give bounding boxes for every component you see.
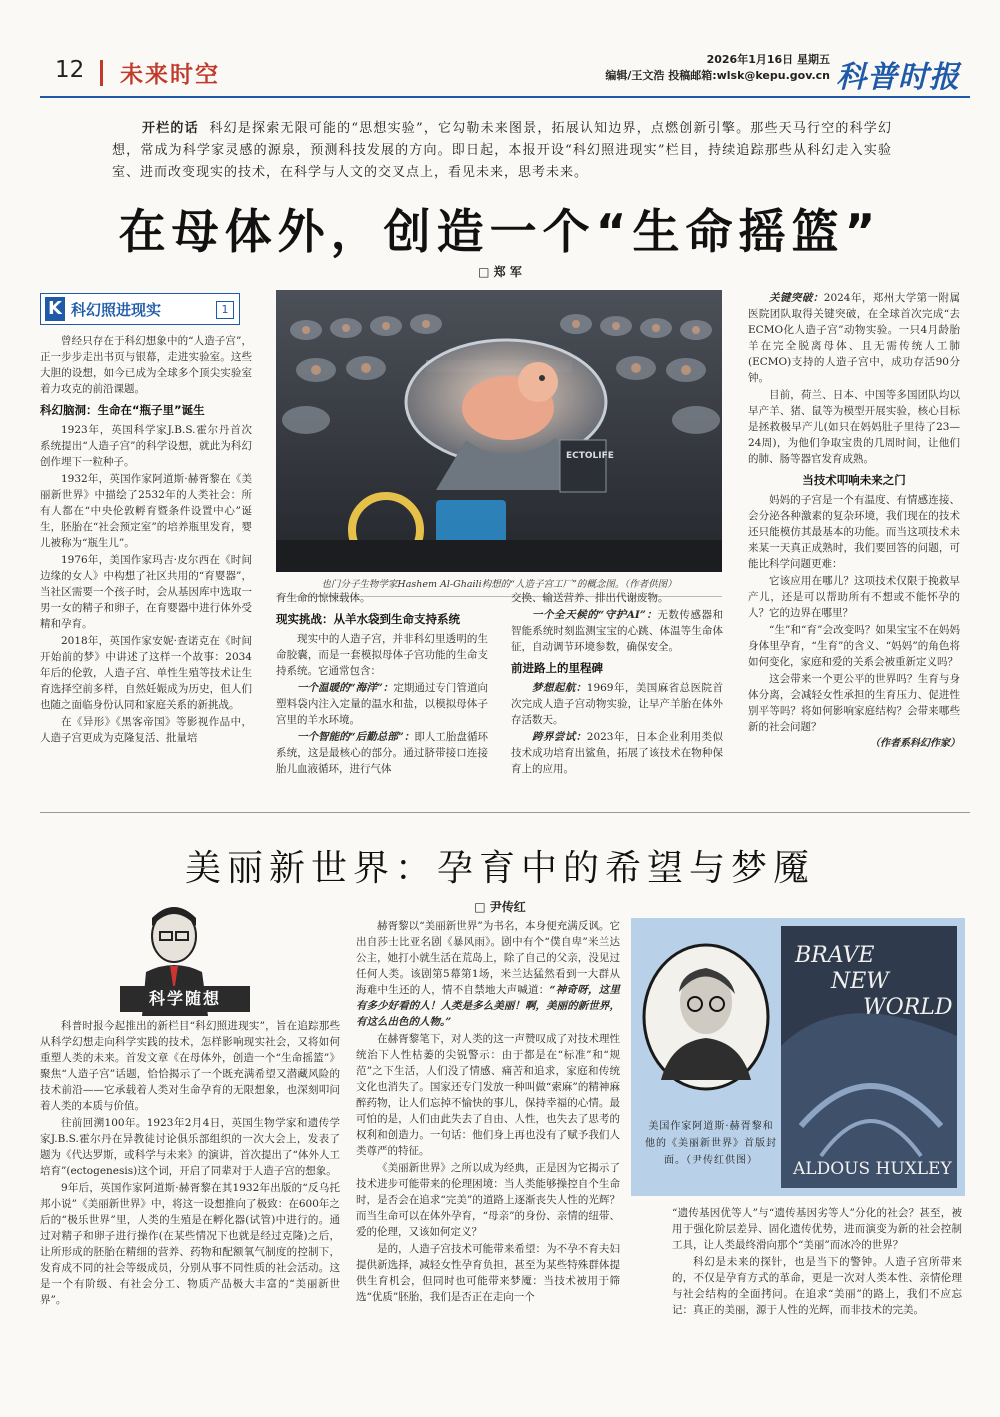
paragraph: 《美丽新世界》之所以成为经典，正是因为它揭示了技术进步可能带来的伦理困境：当人类能够操控自个生命时，是否会在追求“完美”的道路上逐渐丧失人性的光辉？而当生命可以在体外孕育，“母亲”的身份、亲情的纽带、爱的伦理，又该如何定义？ <box>356 1162 620 1238</box>
paragraph: 1976年，美国作家玛吉·皮尔西在《时间边缘的女人》中构想了社区共用的“育婴器”，当社区需要一个孩子时，会从基因库中选取一男一女的精子和卵子，在育婴器中进行体外受精和孕育。 <box>40 554 252 630</box>
lead-in: 跨界尝试： <box>532 731 587 743</box>
brave-new-world-cover <box>781 926 957 1188</box>
paragraph: 它该应用在哪儿？这项技术仅限于挽救早产儿，还是可以帮助所有不想或不能怀孕的人？它的边界在哪里？ <box>748 575 960 619</box>
article2-headline: 美丽新世界：孕育中的希望与梦魇 <box>184 848 815 889</box>
paragraph: 曾经只存在于科幻想象中的“人造子宫”，正一步步走出书页与银幕，走进实验室。这些大胆的设想，如今已成为全球多个顶尖实验室着力攻克的前沿课题。 <box>40 335 252 395</box>
paragraph <box>511 729 723 777</box>
paragraph <box>748 290 960 386</box>
paragraph: 在赫胥黎笔下，对人类的这一声赞叹成了对技术理性统治下人性枯萎的尖锐警示：由于都是在“标准”和“规范”之下生活，人们没了情感、痛苦和追求，家庭和传统文化也消失了。国家还专门发放一种叫做“索麻”的精神麻醉药物，让人们忘掉不愉快的事儿，保持幸福的心情。最可怕的是，人们由此失去了自由、人性，也失去了思考的权利和创造力。一句话：他们身上再也没有了赋予我们人类尊严的特征。 <box>356 1033 620 1157</box>
paragraph: 交换、输送营养、排出代谢废物。 <box>511 592 669 604</box>
column-tag <box>40 293 240 325</box>
masthead <box>40 52 970 98</box>
column-tag-k-icon: K <box>45 297 65 321</box>
article2-column-1 <box>40 1018 340 1309</box>
paragraph <box>276 680 488 728</box>
intro-text: 科幻是探索无限可能的“思想实验”，它勾勒未来图景，拓展认知边界，点燃创新引擎。那些天马行空的科学幻想，常成为科学家灵感的源泉，预测科技发展的方向。即日起，本报开设“科幻照进现实”栏目，持续追踪那些从科幻走入实验室、进而改变现实的技术，在科学与人文的交叉点上，看见未来，思考未来。 <box>112 121 892 180</box>
article2-byline: □ 尹传红 <box>474 900 526 914</box>
paragraph: 2018年，英国作家安妮·查诺克在《时间开始前的梦》中讲述了这样一个故事：2034年后的伦敦，人造子宫、单性生殖等技术让生育选择空前多样，自然妊娠成为历史，但人们也随之面临身份认同和家庭关系的新挑战。 <box>40 635 252 711</box>
artificial-womb-photo <box>276 290 722 572</box>
paragraph-text: 1969年，美国麻省总医院首次完成人造子宫动物实验，让早产羊胎在体外存活数天。 <box>511 682 723 726</box>
paragraph <box>356 918 620 1030</box>
huxley-portrait <box>641 942 771 1092</box>
article1-column-2 <box>276 590 488 778</box>
photo-caption: 也门分子生物学家Hashem Al-Ghaili构想的“人造子宫工厂”的概念图。（作者供图） <box>276 576 722 597</box>
article1-column-4 <box>748 290 960 753</box>
lead-in: 一个全天候的“守护AI”： <box>532 609 658 621</box>
quote-text: “神奇呀，这里有多少好看的人！人类是多么美丽！啊，美丽的新世界，有这么出色的人物。” <box>356 984 620 1028</box>
lead-in: 梦想起航： <box>532 682 587 694</box>
paragraph <box>511 607 723 655</box>
date-block <box>500 52 830 84</box>
article2-column-3 <box>672 1205 962 1319</box>
paragraph: 现实中的人造子宫，并非科幻里透明的生命胶囊，而是一套模拟母体子宫功能的生命支持系统。它通常包含： <box>276 633 488 677</box>
book-title-line2: NEW <box>831 969 889 994</box>
paragraph: 妈妈的子宫是一个有温度、有情感连接、会分泌各种激素的复杂环境，我们现在的技术还只能模仿其最基本的功能。而当这项技术未来某一天真正成熟时，我们要回答的问题，可能比科学问题更难： <box>748 494 960 570</box>
article1-column-1 <box>40 333 252 747</box>
paragraph: “生”和“育”会改变吗？如果宝宝不在妈妈身体里孕育，“生育”的含义、“妈妈”的角色将如何变化，家庭和爱的关系会被重新定义吗？ <box>748 624 960 668</box>
subheading: 当技术叩响未来之门 <box>802 473 906 487</box>
paragraph: 9年后，英国作家阿道斯·赫胥黎在其1932年出版的“反乌托邦小说”《美丽新世界》中，将这一设想推向了极致：在600年之后的“极乐世界”里，人类的生殖是在孵化器(试管)中进行的。通过对精子和卵子进行操作(在某些情况下也就是经过克隆)之后，让所形成的胚胎在精细的营养、药物和配额氧气制度的控制下，发育成不同的社会等级成员，分别从事不同性质的社会活动。这是一个有阶级、有社会分工、物质产品极大丰富的“美丽新世界”。 <box>40 1182 340 1306</box>
section-divider <box>40 812 970 813</box>
paragraph-text: 定期通过专门管道向塑料袋内注入定量的温水和盐，以模拟母体子宫里的羊水环境。 <box>276 682 488 726</box>
column-tag-title: 科幻照进现实 <box>71 301 162 319</box>
paragraph <box>276 729 488 777</box>
lead-in: 一个智能的“后勤总部”： <box>297 731 415 743</box>
author-note: （作者系科幻作家） <box>870 738 960 749</box>
subheading: 前进路上的里程碑 <box>511 661 603 675</box>
intro-label: 开栏的话 <box>142 121 199 136</box>
book-author: ALDOUS HUXLEY <box>793 1159 952 1179</box>
paragraph-text: 即人工胎盘循环系统，这是最核心的部分。通过脐带接口连接胎儿血液循环，进行气体 <box>276 731 488 775</box>
subheading: 科幻脑洞：生命在“瓶子里”诞生 <box>40 403 205 417</box>
paragraph: 1932年，英国作家阿道斯·赫胥黎在《美丽新世界》中描绘了2532年的人类社会：所有人都在“中央伦敦孵育暨条件设置中心”诞生，胚胎在“社会预定室”的培养瓶里发育，婴儿被称为“瓶生儿”。 <box>40 473 252 549</box>
book-title-line3: WORLD <box>863 995 953 1020</box>
section-title: 未来时空 <box>120 62 220 88</box>
paragraph-text: 2023年，日本企业利用类似技术成功培育出鲨鱼，拓展了该技术在物种保育上的应用。 <box>511 731 723 775</box>
paragraph-text: 2024年，郑州大学第一附属医院团队取得关键突破，在全球首次完成“去ECMO化人造子宫”动物实验。一只4月龄胎羊在完全脱离母体、且无需传统人工肺(ECMO)支持的人造子宫中，成功存活90分钟。 <box>748 292 960 384</box>
article1-headline: 在母体外，创造一个“生命摇篮” <box>118 205 882 260</box>
paragraph: 科幻是未来的探针，也是当下的警钟。人造子宫所带来的，不仅是孕育方式的革命，更是一次对人类本性、亲情伦理与社会结构的全面拷问。在追求“美丽”的路上，我们不应忘记：真正的美丽，源于人性的光辉，而非技术的完美。 <box>672 1256 962 1316</box>
article1-column-3 <box>511 590 723 778</box>
paragraph-text: 赫胥黎以“美丽新世界”为书名，本身便充满反讽。它出自莎士比亚名剧《暴风雨》。剧中有个“僕自卑”米兰达公主，她打小就生活在荒岛上，除了自己的父亲，没见过任何人类。该剧第5幕第1场，米兰达猛然看到一大群从海难中生还的人，情不自禁地大声喊道： <box>356 920 620 996</box>
paragraph: “遗传基因优等人”与“遗传基因劣等人”分化的社会？甚至，被用于强化阶层差异、固化遗传优势，进而演变为新的社会控制工具，让人类最终滑向那个“美丽”而冰冷的世界？ <box>672 1207 962 1251</box>
column-tag-number: 1 <box>216 301 234 319</box>
image-caption: 美国作家阿道斯·赫胥黎和他的《美丽新世界》首版封面。（尹传红供图） <box>645 1121 777 1166</box>
paragraph: 这会带来一个更公平的世界吗？生育与身体分离，会减轻女性承担的生育压力、促进性别平等吗？将如何影响家庭结构？会带来哪些新的社会问题？ <box>748 673 960 733</box>
paragraph <box>511 680 723 728</box>
paragraph: 在《异形》《黑客帝国》等影视作品中，人造子宫更成为克隆复活、批量培 <box>40 716 252 744</box>
paragraph: 育生命的惊悚载体。 <box>276 592 371 604</box>
lead-in: 关键突破： <box>769 292 824 304</box>
paragraph-text: 无数传感器和智能系统时刻监测宝宝的心跳、体温等生命体征，自动调节环境参数，确保安全。 <box>511 609 724 653</box>
newspaper-logo: 科普时报 <box>836 60 960 95</box>
column-badge: 科学随想 <box>120 986 250 1012</box>
page-number: 12 <box>55 57 85 83</box>
subheading: 现实挑战：从羊水袋到生命支持系统 <box>276 612 460 626</box>
paragraph: 科普时报今起推出的新栏目“科幻照进现实”，旨在追踪那些从科学幻想走向科学实践的技术，怎样影响现实社会，又将如何重塑人类的未来。首发文章《在母体外，创造一个“生命摇篮”》聚焦“人造子宫”话题，恰恰揭示了一个既充满希望又潜藏风险的技术前沿——它承载着人类对生命孕育的无限想象，也深刻叩问着人类的本质与价值。 <box>40 1020 340 1112</box>
lead-in: 一个温暖的“海洋”： <box>297 682 394 694</box>
paragraph: 目前，荷兰、日本、中国等多国团队均以早产羊、猪、鼠等为模型开展实验，核心目标是拯救极早产儿(如只在妈妈肚子里待了23—24周)，为他们争取宝贵的几周时间，让他们的肺、肠等器官发育成熟。 <box>748 389 960 465</box>
book-title-line1: BRAVE <box>795 943 875 968</box>
paragraph: 往前回溯100年。1923年2月4日，英国生物学家和遗传学家J.B.S.霍尔丹在异教徒讨论俱乐部组织的一次大会上，发表了题为《代达罗斯，或科学与未来》的演讲，首次提出了“体外人工培育”(ectogenesis)这个词，开启了同辈对于人造子宫的想象。 <box>40 1117 340 1177</box>
masthead-divider <box>100 60 103 86</box>
paragraph: 1923年，英国科学家J.B.S.霍尔丹首次系统提出“人造子宫”的科学设想，就此为科幻创作埋下一粒种子。 <box>40 424 252 468</box>
editor-line: 编辑/王文浩 投稿邮箱:wlsk@kepu.gov.cn <box>605 69 830 82</box>
paragraph: 是的，人造子宫技术可能带来希望：为不孕不育夫妇提供新选择，减轻女性孕育负担，甚至为某些特殊群体提供生育机会，但同时也可能带来梦魇：当技术被用于筛选“优质”胚胎，我们是否正在走向一个 <box>356 1243 620 1303</box>
date-line: 2026年1月16日 星期五 <box>706 53 830 66</box>
article1-byline: □ 郑 军 <box>478 265 522 279</box>
device-label: ECTOLIFE <box>566 451 614 461</box>
article2-column-2 <box>356 918 620 1306</box>
column-intro <box>112 118 892 184</box>
